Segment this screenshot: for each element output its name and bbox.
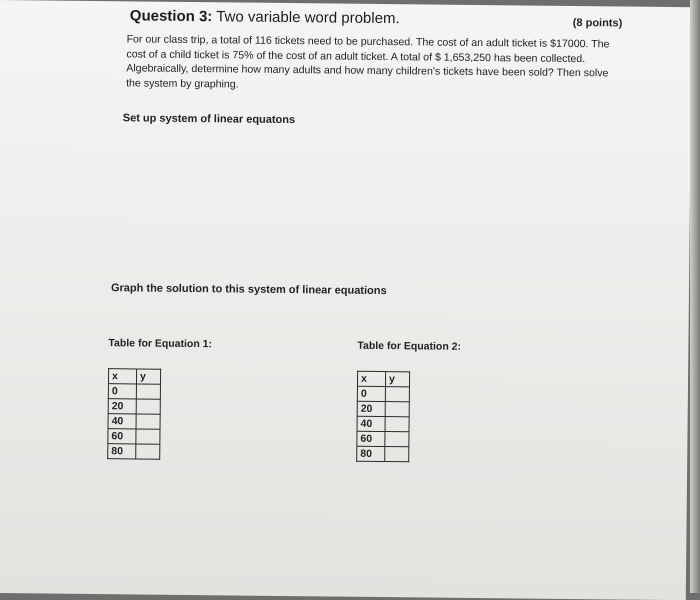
x-cell: 20: [357, 401, 385, 416]
table2-label: Table for Equation 2:: [357, 339, 462, 353]
table-row: [357, 446, 409, 462]
question-title: [130, 7, 400, 27]
table-row: [108, 384, 160, 400]
question-number: Question 3:: [129, 7, 213, 26]
table-row: [108, 429, 160, 445]
problem-line: cost of a child ticket is 75% of the cost of an adult ticket. A total of $ 1,653,250 has been collected.: [126, 47, 586, 65]
table-row: [357, 386, 409, 402]
x-cell: 40: [108, 414, 136, 429]
table-row: [108, 399, 160, 415]
setup-heading: Set up system of linear equatons: [122, 112, 296, 127]
y-cell-empty[interactable]: [385, 387, 409, 402]
x-cell: 40: [357, 416, 385, 431]
x-header: x: [357, 371, 385, 386]
y-cell-empty[interactable]: [385, 417, 409, 432]
table-header-row: [108, 369, 160, 385]
table-row: [357, 431, 409, 447]
y-cell-empty[interactable]: [136, 414, 160, 429]
problem-line: For our class trip, a total of 116 tickets need to be purchased. The cost of an adult ticket is $17000. The: [126, 33, 610, 51]
page-edge-shadow: [690, 0, 700, 593]
y-cell-empty[interactable]: [385, 432, 409, 447]
x-cell: 0: [108, 384, 136, 399]
table-row: [108, 444, 160, 460]
y-cell-empty[interactable]: [385, 447, 409, 462]
points-label: (8 points): [572, 16, 623, 30]
problem-line: the system by graphing.: [126, 76, 239, 91]
table-row: [108, 414, 160, 430]
x-header: x: [108, 369, 136, 384]
y-cell-empty[interactable]: [385, 402, 409, 417]
table-header-row: [357, 371, 409, 387]
question-title-text: Two variable word problem.: [216, 8, 400, 28]
table-row: [357, 401, 409, 417]
x-cell: 80: [108, 444, 136, 459]
y-header: y: [136, 369, 160, 384]
table2: [356, 371, 410, 463]
problem-line: Algebraically, determine how many adults and how many children's tickets have been sold? Then solve: [126, 62, 609, 80]
x-cell: 80: [357, 446, 385, 461]
graph-heading: Graph the solution to this system of linear equations: [110, 282, 387, 298]
y-cell-empty[interactable]: [136, 384, 160, 399]
y-header: y: [385, 372, 409, 387]
table-row: [357, 416, 409, 432]
x-cell: 60: [357, 431, 385, 446]
x-cell: 60: [108, 429, 136, 444]
y-cell-empty[interactable]: [136, 399, 160, 414]
table1: [107, 368, 161, 460]
table1-label: Table for Equation 1:: [108, 337, 213, 351]
y-cell-empty[interactable]: [136, 429, 160, 444]
problem-text: [126, 32, 637, 95]
x-cell: 0: [357, 386, 385, 401]
y-cell-empty[interactable]: [136, 444, 160, 459]
x-cell: 20: [108, 399, 136, 414]
